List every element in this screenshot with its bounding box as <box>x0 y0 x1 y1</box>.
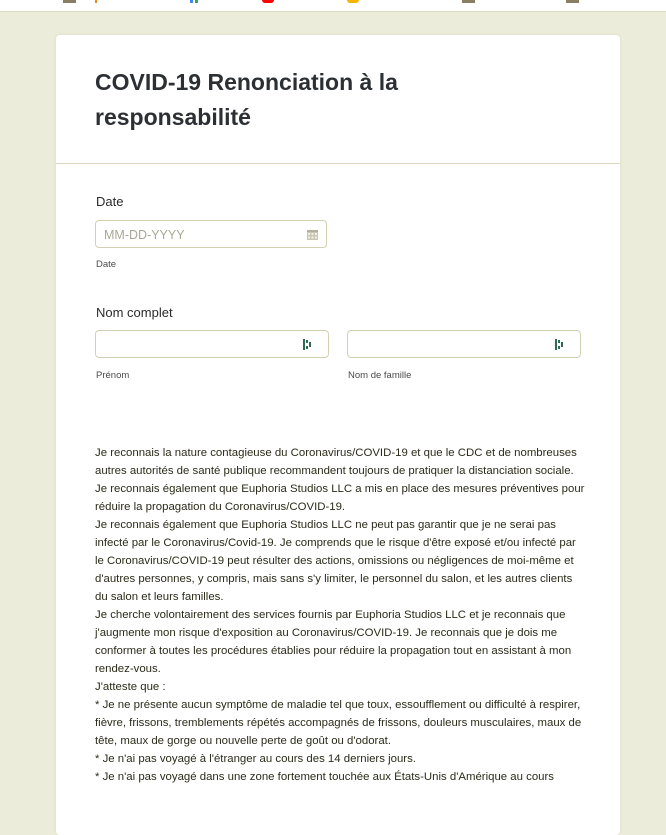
waiver-bullet: * Je n'ai pas voyagé à l'étranger au cours des 14 derniers jours. <box>95 753 416 765</box>
date-placeholder: MM-DD-YYYY <box>104 228 185 242</box>
waiver-paragraph: Je cherche volontairement des services fournis par Euphoria Studios LLC et je reconnais que j'augmente mon risque d'exposition au Coronavirus/COVID-19. Je reconnais que je dois me conformer à toutes les procédures établies pour réduire la propagation tout en assistant à mon rendez-vous. <box>95 609 572 675</box>
youtube-icon[interactable] <box>262 0 274 3</box>
last-name-sublabel: Nom de famille <box>348 370 412 381</box>
waiver-bullet: * Je n'ai pas voyagé dans une zone fortement touchée aux États-Unis d'Amérique au cours <box>95 771 554 783</box>
first-name-input[interactable] <box>95 330 329 358</box>
password-manager-icon[interactable] <box>303 339 312 350</box>
full-name-label: Nom complet <box>96 305 173 320</box>
calendar-icon[interactable] <box>307 230 318 240</box>
waiver-paragraph: Je reconnais également que Euphoria Studios LLC a mis en place des mesures préventives pour réduire la propagation du Coronavirus/COVID-19. <box>95 483 585 513</box>
bookmark-icon[interactable] <box>95 0 97 3</box>
first-name-sublabel: Prénom <box>96 370 130 381</box>
date-label: Date <box>96 194 124 209</box>
waiver-paragraph: Je reconnais la nature contagieuse du Coronavirus/COVID-19 et que le CDC et de nombreuses autres autorités de santé publique recommandent toujours de pratiquer la distanciation sociale. <box>95 447 577 477</box>
password-manager-icon[interactable] <box>555 339 564 350</box>
waiver-text <box>95 444 585 786</box>
folder-icon[interactable] <box>462 0 475 3</box>
form-header <box>56 35 620 164</box>
bookmarks-bar <box>0 0 666 12</box>
form-title: COVID-19 Renonciation à la responsabilité <box>95 69 398 130</box>
last-name-input[interactable] <box>347 330 581 358</box>
folder-icon[interactable] <box>566 0 579 3</box>
folder-icon[interactable] <box>63 0 76 3</box>
google-icon[interactable] <box>190 0 198 3</box>
waiver-paragraph: Je reconnais également que Euphoria Studios LLC ne peut pas garantir que je ne serai pas infecté par le Coronavirus/Covid-19. Je comprends que le risque d'être exposé et/ou infecté par le Coronavirus/COVID-19 peut résulter des actions, omissions ou négligences de moi-même et d'autres personnes, y compris, mais sans s'y limiter, le personnel du salon, et les autres clients du salon et leurs familles. <box>95 519 576 603</box>
date-input[interactable] <box>95 220 327 248</box>
date-sublabel: Date <box>96 259 117 270</box>
waiver-paragraph: J'atteste que : <box>95 681 166 693</box>
waiver-bullet: * Je ne présente aucun symptôme de maladie tel que toux, essoufflement ou difficulté à respirer, fièvre, frissons, tremblements répétés accompagnés de frissons, douleurs musculaires, maux de tête, maux de gorge ou nouvelle perte de goût ou d'odorat. <box>95 699 582 747</box>
form-card <box>56 35 620 835</box>
bookmark-icon[interactable] <box>347 0 359 3</box>
